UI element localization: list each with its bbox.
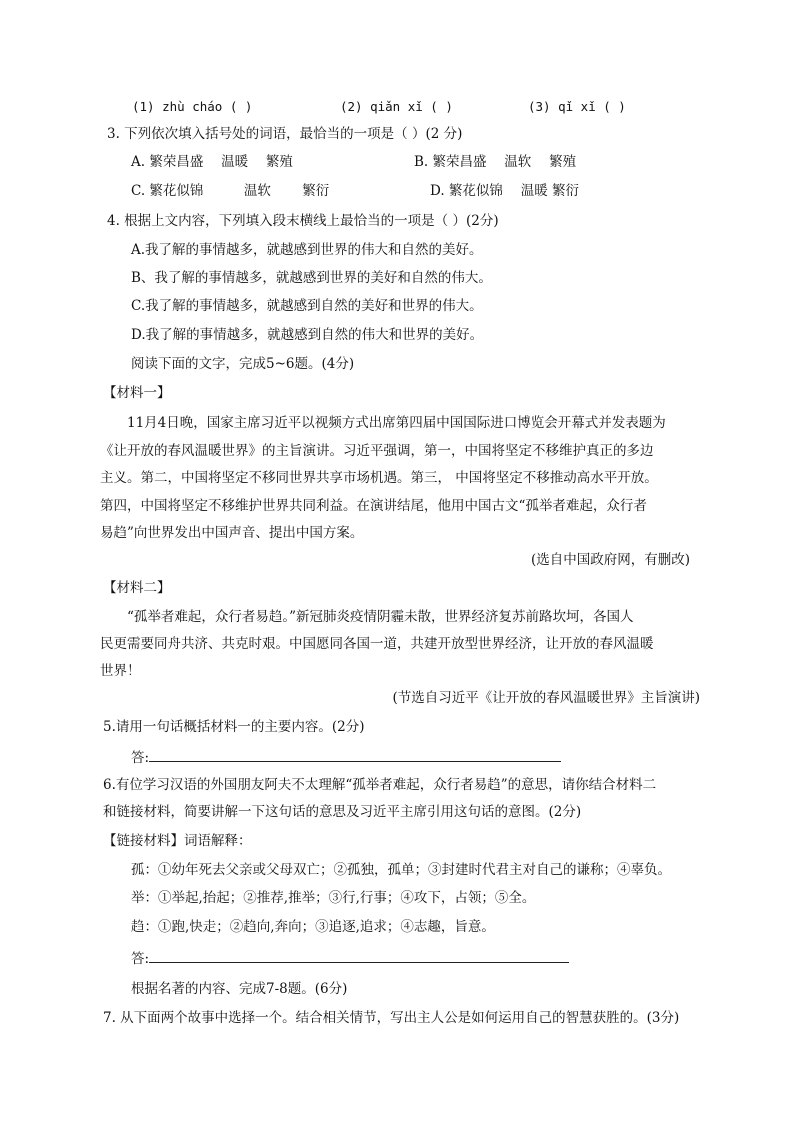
q3-stem: 3. 下列依次填入括号处的词语，最恰当的一项是（ ）(2 分) (107, 126, 463, 142)
q5-stem: 5.请用一句话概括材料一的主要内容。(2分) (103, 719, 365, 735)
q5-answer-label: 答: (131, 750, 150, 766)
q6-answer-label: 答: (131, 951, 150, 967)
q4-stem: 4. 根据上文内容，下列填入段末横线上最恰当的一项是（ ）(2分) (107, 213, 499, 229)
q7-stem: 7. 从下面两个故事中选择一个。结合相关情节，写出主人公是如何运用自己的智慧获胜的。(3分) (103, 1010, 680, 1026)
q6-gloss-gu: 孤：①幼年死去父亲或父母双亡；②孤独，孤单；③封建时代君主对自己的谦称；④辜负。 (131, 862, 671, 878)
pinyin-item-3: (3) qǐ xǐ ( ) (528, 99, 626, 114)
q6-answer-row (131, 948, 569, 969)
q3-option-c: C. 繁花似锦 温软 繁衍 (131, 183, 330, 199)
q5-answer-row (131, 747, 561, 768)
material2-line-1: “孤举者难起，众行者易趋。”新冠肺炎疫情阴霾未散，世界经济复苏前路坎坷，各国人 (127, 609, 634, 625)
q6-answer-line[interactable] (149, 948, 569, 963)
q4-option-c: C.我了解的事情越多，就越感到自然的美好和世界的伟大。 (131, 298, 483, 314)
material1-line-4: 第四，中国将坚定不移维护世界共同利益。在演讲结尾，他用中国古文“孤举者难起，众行者 (100, 498, 647, 514)
material1-source: (选自中国政府网，有删改) (530, 552, 690, 568)
material2-heading: 【材料二】 (103, 580, 171, 596)
q6-gloss-qu: 趋：①跑,快走；②趋向,奔向；③追逐,追求；④志趣，旨意。 (131, 919, 495, 935)
reading-intro: 阅读下面的文字，完成5~6题。(4分) (131, 356, 355, 372)
material1-line-1: 11月4日晚，国家主席习近平以视频方式出席第四届中国国际进口博览会开幕式并发表题为 (127, 415, 666, 431)
material2-line-3: 世界！ (100, 663, 141, 679)
q3-option-a: A. 繁荣昌盛 温暖 繁殖 (131, 154, 293, 170)
q5-answer-line[interactable] (149, 747, 561, 762)
pinyin-item-2: (2) qiǎn xǐ ( ) (340, 99, 453, 114)
q4-option-b: B、我了解的事情越多，就越感到世界的美好和自然的伟大。 (131, 270, 492, 286)
q3-option-d: D. 繁花似锦 温暖 繁衍 (430, 183, 580, 199)
q4-option-a: A.我了解的事情越多，就越感到世界的伟大和自然的美好。 (131, 242, 483, 258)
material1-line-5: 易趋”向世界发出中国声音、提出中国方案。 (100, 525, 364, 541)
material1-line-2: 《让开放的春风温暖世界》的主旨演讲。习近平强调，第一，中国将坚定不移维护真正的多边 (100, 443, 654, 459)
classics-intro: 根据名著的内容、完成7-8题。(6分) (131, 981, 348, 997)
material2-source: (节选自习近平《让开放的春风温暖世界》主旨演讲) (392, 690, 700, 706)
material2-line-2: 民更需要同舟共济、共克时艰。中国愿同各国一道，共建开放型世界经济，让开放的春风温暖 (100, 636, 654, 652)
q3-option-b: B. 繁荣昌盛 温软 繁殖 (414, 154, 577, 170)
q6-link-heading: 【链接材料】词语解释： (103, 833, 252, 849)
q4-option-d: D.我了解的事情越多，就越感到自然的伟大和世界的美好。 (131, 327, 484, 343)
q6-stem-line-1: 6.有位学习汉语的外国朋友阿夫不太理解“孤举者难起，众行者易趋”的意思，请你结合材料二 (103, 777, 657, 793)
q6-stem-line-2: 和链接材料，简要讲解一下这句话的意思及习近平主席引用这句话的意图。(2分) (103, 804, 582, 820)
pinyin-item-1: (1) zhù cháo ( ) (132, 99, 253, 114)
q6-gloss-ju: 举：①举起,抬起；②推荐,推举；③行,行事；④攻下，占领；⑤全。 (131, 890, 536, 906)
material1-line-3: 主义。第二，中国将坚定不移同世界共享市场机遇。第三， 中国将坚定不移推动高水平开放。 (100, 470, 658, 486)
material1-heading: 【材料一】 (103, 385, 171, 401)
